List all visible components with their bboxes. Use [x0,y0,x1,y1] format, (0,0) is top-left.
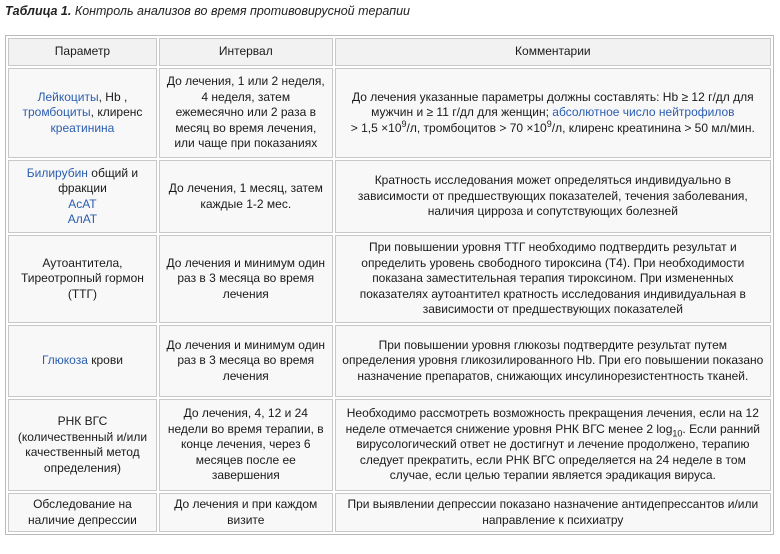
row1-comment-b: > 1,5 ×10 [350,120,402,135]
link-neutrophils[interactable]: абсолютное число нейтрофилов [552,105,735,120]
header-parameter: Параметр [8,38,157,66]
row1-comment-c-sup: 9 [546,118,552,129]
row6-interval: До лечения и при каждом визите [159,493,333,532]
row1-parameter [8,68,157,158]
row2-parameter [8,160,157,233]
row5-comment-sub: 10 [672,428,683,439]
link-platelets[interactable]: тромбоциты [22,105,91,120]
row5-comment-b: . Если ранний вирусологический ответ не достигнут и лечение продолжено, терапию следует прекратить, если РНК ВГС определяется на 24 неделе в том случае, если целью терапии является эрадикация вируса. [356,421,761,483]
link-alat[interactable]: АлАТ [67,212,98,226]
caption-title: Контроль анализов во время противовирусной терапии [74,4,410,18]
header-comments: Комментарии [335,38,771,66]
link-bilirubin[interactable]: Билирубин [26,165,88,180]
row3-interval: До лечения и минимум один раз в 3 месяца во время лечения [159,235,333,323]
analysis-monitoring-table [5,35,774,535]
row5-comment [335,399,771,491]
caption-label: Таблица 1. [5,4,72,18]
row5-interval: До лечения, 4, 12 и 24 недели во время терапии, в конце лечения, через 6 месяцев после ее завершения [159,399,333,491]
table-row [8,160,771,233]
link-asat[interactable]: АсАТ [68,196,97,211]
row2-interval: До лечения, 1 месяц, затем каждые 1-2 мес. [159,160,333,233]
table-header-row [8,38,771,66]
row1-comment-b-sup: 9 [401,118,407,129]
table-row [8,68,771,158]
row1-comment-c: /л, тромбоцитов > 70 ×10 [406,120,547,135]
row1-comment [335,68,771,158]
row2-param-rest: общий и фракции [58,165,139,195]
row4-comment: При повышении уровня глюкозы подтвердите результат путем определения уровня гликозилированного Hb. При его повышении показано назначение препаратов, снижающих инсулинорезистентность тканей. [335,325,771,397]
table-row [8,235,771,323]
table-row [8,399,771,491]
table-row [8,325,771,397]
link-creatinine[interactable]: креатинина [50,120,115,135]
row4-parameter [8,325,157,397]
row1-comment-a: До лечения указанные параметры должны составлять: Hb ≥ 12 г/дл для мужчин и ≥ 11 г/дл для женщин; [352,89,754,120]
row1-comment-d: /л, клиренс креатинина > 50 мл/мин. [551,120,755,135]
header-interval: Интервал [159,38,333,66]
link-glucose[interactable]: Глюкоза [41,353,88,368]
table-caption [5,4,410,18]
row6-parameter: Обследование на наличие депрессии [8,493,157,532]
row5-parameter: РНК ВГС (количественный и/или качественный метод определения) [8,399,157,491]
row2-comment: Кратность исследования может определяться индивидуально в зависимости от предшествующих показателей, течения заболевания, наличия цирроза и сопутствующих болезней [335,160,771,233]
row1-param-hb: , Hb , [98,89,128,104]
row4-interval: До лечения и минимум один раз в 3 месяца во время лечения [159,325,333,397]
link-leukocytes[interactable]: Лейкоциты [37,89,99,104]
row3-parameter: Аутоантитела, Тиреотропный гормон (ТТГ) [8,235,157,323]
row4-param-rest: крови [87,353,123,368]
row6-comment: При выявлении депрессии показано назначение антидепрессантов и/или направление к психиатру [335,493,771,532]
table-row [8,493,771,532]
row1-interval: До лечения, 1 или 2 неделя, 4 неделя, затем ежемесячно или 2 раза в месяц во время лечения, или чаще при показаниях [159,68,333,158]
row5-comment-a: Необходимо рассмотреть возможность прекращения лечения, если на 12 неделе отмечается снижение уровня РНК ВГС менее 2 log [345,406,759,436]
row3-comment: При повышении уровня ТТГ необходимо подтвердить результат и определить уровень свободного тироксина (Т4). При необходимости показана заместительная терапия тироксином. При измененных показателях аутоантител кратность исследования индивидуальная в зависимости от предшествующих показателей [335,235,771,323]
row1-param-clearance: , клиренс [90,105,143,120]
